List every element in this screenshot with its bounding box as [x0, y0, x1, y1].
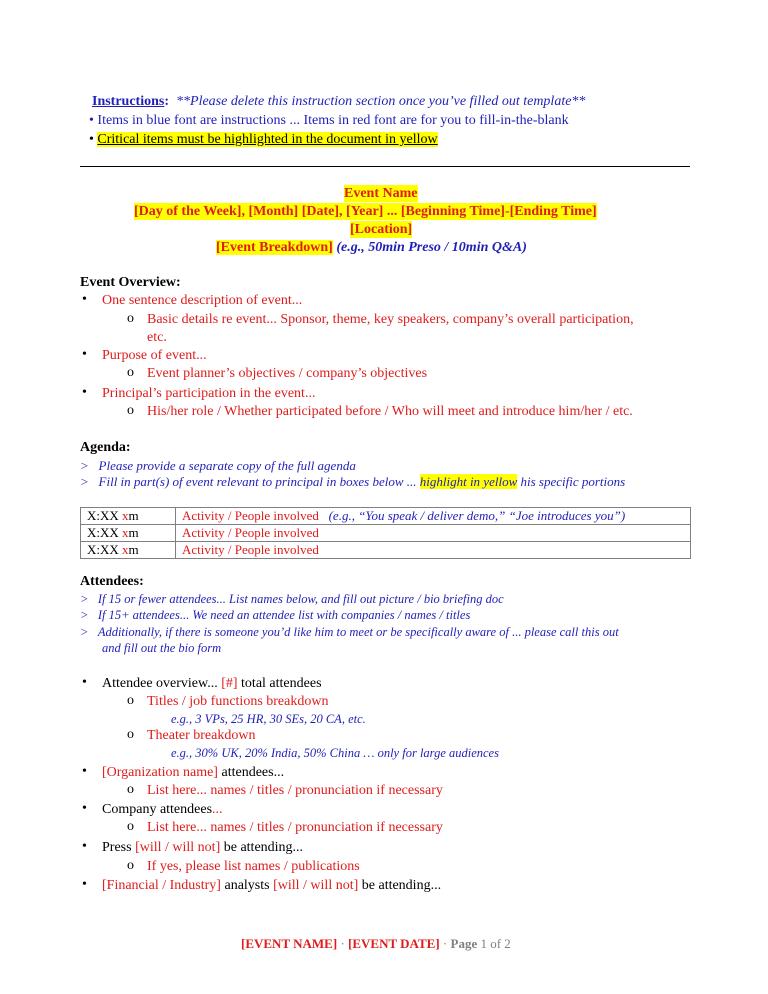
arrow-icon: > [80, 592, 89, 606]
attendees-item-4-sub: If yes, please list names / publications [147, 859, 360, 874]
footer-page-label: Page [450, 936, 478, 951]
bullet-icon: • [89, 113, 94, 128]
attendees-note-1: > If 15 or fewer attendees... List names below, and fill out picture / bio briefing doc [80, 592, 504, 606]
attendees-item-1-sub-1: Titles / job functions breakdown [147, 694, 329, 709]
overview-item-2-sub: Event planner’s objectives / company’s objectives [147, 366, 428, 381]
bullet-icon: • [82, 292, 87, 307]
instructions-note: **Please delete this instruction section once you’ve filled out template** [176, 94, 586, 109]
attendees-item-2: [Organization name] attendees... [102, 765, 285, 780]
overview-item-3: Principal’s participation in the event... [102, 386, 316, 401]
attendees-item-1-sub-2: Theater breakdown [147, 728, 256, 743]
instructions-label: Instructions [92, 94, 165, 109]
attendees-note-3: > Additionally, if there is someone you’d like him to meet or be specifically aware of ... please call this out [80, 625, 619, 639]
bullet-icon: • [82, 877, 87, 892]
overview-item-1-sub: Basic details re event... Sponsor, theme, key speakers, company’s overall participation, [147, 312, 634, 327]
instructions-line: Instructions: **Please delete this instruction section once you’ve filled out template** [92, 94, 586, 109]
agenda-table [80, 507, 691, 559]
arrow-icon: > [80, 625, 89, 639]
attendees-item-2-sub: List here... names / titles / pronunciation if necessary [147, 783, 443, 798]
attendees-note-3-cont: and fill out the bio form [102, 641, 222, 655]
agenda-activity: Activity / People involved [176, 525, 691, 542]
bullet-icon: • [82, 839, 87, 854]
bullet-icon: • [82, 764, 87, 779]
overview-item-1-sub-cont: etc. [147, 330, 167, 345]
instructions-bullet-2: • Critical items must be highlighted in the document in yellow [89, 132, 438, 147]
sub-bullet-icon: o [127, 403, 134, 418]
sub-bullet-icon: o [127, 693, 134, 708]
page-footer: [EVENT NAME] · [EVENT DATE] · Page 1 of 2 [241, 936, 511, 951]
attendees-item-4: Press [will / will not] be attending... [102, 840, 304, 855]
agenda-heading: Agenda: [80, 440, 131, 455]
attendees-item-5: [Financial / Industry] analysts [will / will not] be attending... [102, 878, 442, 893]
bullet-icon: • [82, 385, 87, 400]
table-row [81, 525, 691, 542]
sub-bullet-icon: o [127, 311, 134, 326]
sub-bullet-icon: o [127, 727, 134, 742]
overview-item-2: Purpose of event... [102, 348, 207, 363]
bullet-icon: • [82, 675, 87, 690]
sub-bullet-icon: o [127, 365, 134, 380]
table-row [81, 542, 691, 559]
sub-bullet-icon: o [127, 819, 134, 834]
bullet-icon: • [82, 347, 87, 362]
attendees-item-1-sub-1-example: e.g., 3 VPs, 25 HR, 30 SEs, 20 CA, etc. [171, 712, 366, 726]
agenda-time: X:XX xm [81, 508, 176, 525]
event-location: [Location] [350, 222, 413, 237]
arrow-icon: > [80, 458, 89, 473]
agenda-note-1: > Please provide a separate copy of the full agenda [80, 458, 356, 473]
attendees-item-1-sub-2-example: e.g., 30% UK, 20% India, 50% China … only for large audiences [171, 746, 499, 760]
event-breakdown-line: [Event Breakdown] (e.g., 50min Preso / 10min Q&A) [216, 240, 527, 255]
agenda-time: X:XX xm [81, 542, 176, 559]
footer-event-name: [EVENT NAME] [241, 936, 338, 951]
footer-page-number: 1 [480, 936, 487, 951]
attendees-note-2: > If 15+ attendees... We need an attendee list with companies / names / titles [80, 608, 471, 622]
overview-item-3-sub: His/her role / Whether participated before / Who will meet and introduce him/her / etc. [147, 404, 633, 419]
event-date-line: [Day of the Week], [Month] [Date], [Year] ... [Beginning Time]-[Ending Time] [134, 204, 597, 219]
arrow-icon: > [80, 474, 89, 489]
attendees-item-1: Attendee overview... [#] total attendees [102, 676, 322, 691]
event-name: Event Name [344, 186, 418, 201]
bullet-icon: • [89, 132, 94, 147]
attendees-item-3-sub: List here... names / titles / pronunciation if necessary [147, 820, 443, 835]
sub-bullet-icon: o [127, 858, 134, 873]
overview-item-1: One sentence description of event... [102, 293, 303, 308]
overview-heading: Event Overview: [80, 275, 181, 290]
agenda-time: X:XX xm [81, 525, 176, 542]
agenda-activity: Activity / People involved (e.g., “You speak / deliver demo,” “Joe introduces you”) [176, 508, 691, 525]
agenda-activity: Activity / People involved [176, 542, 691, 559]
attendees-heading: Attendees: [80, 574, 144, 589]
sub-bullet-icon: o [127, 782, 134, 797]
table-row [81, 508, 691, 525]
instructions-divider [80, 166, 690, 167]
agenda-note-2: > Fill in part(s) of event relevant to principal in boxes below ... highlight in yellow his specific portions [80, 474, 626, 489]
bullet-icon: • [82, 801, 87, 816]
arrow-icon: > [80, 608, 89, 622]
footer-event-date: [EVENT DATE] [348, 936, 440, 951]
event-breakdown: [Event Breakdown] [216, 240, 333, 255]
instructions-bullet-1: • Items in blue font are instructions ... Items in red font are for you to fill-in-the-blank [89, 113, 569, 128]
attendees-item-3: Company attendees... [102, 802, 223, 817]
